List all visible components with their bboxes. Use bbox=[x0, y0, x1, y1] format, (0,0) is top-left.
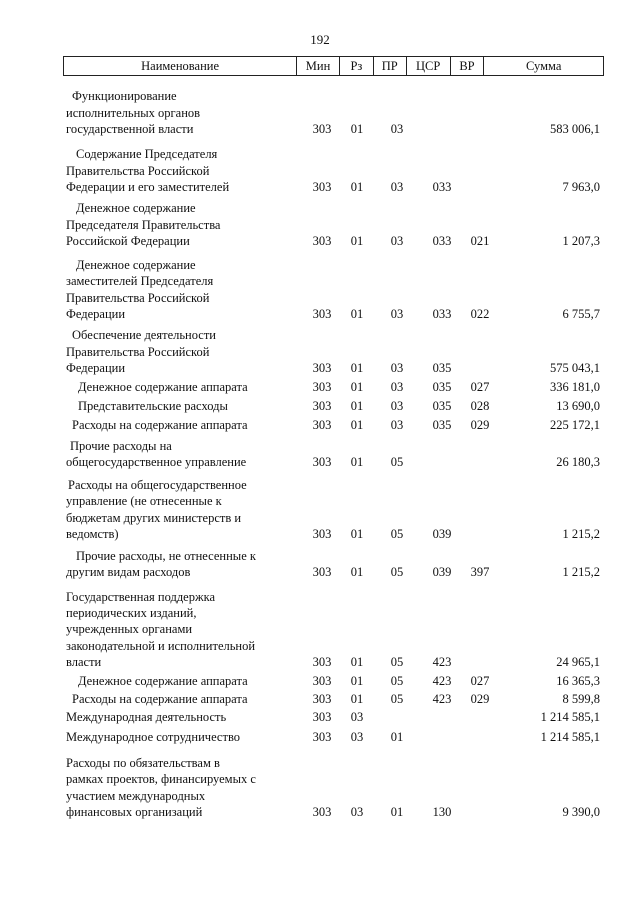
cell-csr: 033 bbox=[432, 306, 452, 321]
cell-min: 303 bbox=[312, 306, 332, 321]
cell-sum: 575 043,1 bbox=[550, 360, 600, 375]
cell-min: 303 bbox=[312, 526, 332, 541]
row-name-line: учрежденных органами bbox=[66, 622, 193, 637]
column-header-rz: Рз bbox=[340, 57, 374, 75]
cell-sum: 24 965,1 bbox=[556, 655, 600, 669]
row-name-line: бюджетам других министерств и bbox=[66, 510, 242, 525]
table-row bbox=[0, 417, 640, 433]
row-name-line: периодических изданий, bbox=[66, 606, 197, 621]
row-name-line: Расходы на содержание аппарата bbox=[72, 691, 248, 706]
cell-min: 303 bbox=[312, 360, 332, 375]
cell-sum: 1 214 585,1 bbox=[540, 709, 600, 724]
row-name-line: государственной власти bbox=[66, 121, 194, 136]
cell-sum: 9 390,0 bbox=[562, 804, 600, 819]
table-row bbox=[0, 398, 640, 414]
cell-min: 303 bbox=[312, 233, 332, 248]
cell-rz: 01 bbox=[350, 179, 364, 194]
row-name bbox=[66, 477, 292, 542]
cell-pr: 05 bbox=[390, 691, 404, 706]
cell-min: 303 bbox=[312, 655, 332, 669]
row-name-line: общегосударственное управление bbox=[66, 454, 247, 469]
cell-pr: 05 bbox=[390, 655, 404, 669]
cell-sum: 26 180,3 bbox=[556, 454, 600, 469]
row-name-line: участием международных bbox=[66, 788, 206, 803]
cell-csr: 035 bbox=[432, 417, 452, 432]
table-row bbox=[0, 146, 640, 195]
row-name bbox=[66, 88, 292, 137]
table-header bbox=[63, 56, 604, 76]
cell-sum: 8 599,8 bbox=[562, 691, 600, 706]
table-row bbox=[0, 548, 640, 580]
cell-pr: 03 bbox=[390, 417, 404, 432]
cell-sum: 225 172,1 bbox=[550, 417, 600, 432]
cell-sum: 16 365,3 bbox=[556, 673, 600, 688]
cell-rz: 01 bbox=[350, 417, 364, 432]
row-name-line: заместителей Председателя bbox=[66, 274, 214, 289]
cell-csr: 423 bbox=[432, 691, 452, 706]
cell-pr: 01 bbox=[390, 804, 404, 819]
cell-rz: 01 bbox=[350, 655, 364, 669]
row-name-line: Прочие расходы, не отнесенные к bbox=[76, 548, 256, 563]
cell-rz: 01 bbox=[350, 233, 364, 248]
row-name bbox=[66, 257, 292, 322]
cell-pr: 05 bbox=[390, 454, 404, 469]
row-name bbox=[66, 438, 292, 470]
cell-csr: 035 bbox=[432, 379, 452, 394]
row-name-line: рамках проектов, финансируемых с bbox=[66, 772, 256, 787]
table-row bbox=[0, 438, 640, 470]
row-name-line: Российской Федерации bbox=[66, 233, 190, 248]
column-header-pr: ПР bbox=[374, 57, 407, 75]
row-name-line: Правительства Российской bbox=[66, 290, 210, 305]
cell-csr: 039 bbox=[432, 526, 452, 541]
row-name-line: законодательной и исполнительной bbox=[66, 638, 256, 653]
row-name-line: Содержание Председателя bbox=[76, 147, 218, 162]
table-row bbox=[0, 755, 640, 820]
cell-pr: 03 bbox=[390, 121, 404, 136]
row-name-line: Представительские расходы bbox=[78, 398, 228, 413]
column-header-csr: ЦСР bbox=[407, 57, 451, 75]
cell-csr: 130 bbox=[432, 804, 452, 819]
cell-vr: 029 bbox=[470, 417, 490, 432]
cell-min: 303 bbox=[312, 179, 332, 194]
cell-min: 303 bbox=[312, 454, 332, 469]
table-row bbox=[0, 327, 640, 376]
cell-sum: 583 006,1 bbox=[550, 121, 600, 136]
cell-sum: 336 181,0 bbox=[550, 379, 600, 394]
table-row bbox=[0, 709, 640, 725]
cell-pr: 03 bbox=[390, 398, 404, 413]
cell-min: 303 bbox=[312, 417, 332, 432]
column-header-sum: Сумма bbox=[526, 59, 562, 73]
cell-min: 303 bbox=[312, 729, 332, 744]
table-row bbox=[0, 88, 640, 137]
cell-csr: 039 bbox=[432, 564, 452, 579]
row-name bbox=[66, 755, 292, 820]
cell-min: 303 bbox=[312, 564, 332, 579]
cell-pr: 03 bbox=[390, 233, 404, 248]
row-name bbox=[66, 200, 292, 249]
row-name-line: Денежное содержание аппарата bbox=[78, 673, 248, 688]
row-name bbox=[66, 729, 292, 745]
row-name-line: Прочие расходы на bbox=[70, 438, 172, 453]
row-name-line: Международное сотрудничество bbox=[66, 729, 241, 744]
cell-vr: 027 bbox=[470, 673, 490, 688]
cell-pr: 05 bbox=[390, 564, 404, 579]
cell-pr: 03 bbox=[390, 179, 404, 194]
cell-csr: 423 bbox=[432, 655, 452, 669]
table-row bbox=[0, 379, 640, 395]
cell-rz: 01 bbox=[350, 398, 364, 413]
cell-sum: 1 214 585,1 bbox=[540, 729, 600, 744]
row-name-line: Государственная поддержка bbox=[66, 590, 216, 604]
row-name-line: управление (не отнесенные к bbox=[66, 494, 222, 509]
cell-rz: 01 bbox=[350, 121, 364, 136]
cell-pr: 05 bbox=[390, 526, 404, 541]
cell-rz: 03 bbox=[350, 729, 364, 744]
row-name bbox=[66, 589, 292, 670]
cell-pr: 03 bbox=[390, 306, 404, 321]
row-name-line: Правительства Российской bbox=[66, 163, 210, 178]
cell-sum: 13 690,0 bbox=[556, 398, 600, 413]
cell-vr: 028 bbox=[470, 398, 490, 413]
table-row bbox=[0, 729, 640, 745]
cell-rz: 01 bbox=[350, 379, 364, 394]
row-name-line: Расходы на общегосударственное bbox=[68, 478, 247, 493]
cell-csr: 033 bbox=[432, 233, 452, 248]
table-row bbox=[0, 673, 640, 689]
row-name-line: Федерации bbox=[66, 306, 126, 321]
cell-min: 303 bbox=[312, 379, 332, 394]
row-name-line: другим видам расходов bbox=[66, 564, 191, 579]
row-name-line: Функционирование bbox=[72, 89, 177, 104]
cell-pr: 01 bbox=[390, 729, 404, 744]
row-name-line: Денежное содержание аппарата bbox=[78, 379, 248, 394]
row-name-line: Председателя Правительства bbox=[66, 217, 221, 232]
row-name-line: Федерации и его заместителей bbox=[66, 179, 230, 194]
row-name bbox=[66, 548, 292, 580]
cell-min: 303 bbox=[312, 691, 332, 706]
cell-vr: 027 bbox=[470, 379, 490, 394]
row-name-line: Международная деятельность bbox=[66, 709, 227, 724]
cell-csr: 423 bbox=[432, 673, 452, 688]
cell-min: 303 bbox=[312, 804, 332, 819]
row-name-line: Расходы по обязательствам в bbox=[66, 756, 220, 771]
column-header-min: Мин bbox=[297, 57, 340, 75]
cell-vr: 029 bbox=[470, 691, 490, 706]
cell-pr: 03 bbox=[390, 360, 404, 375]
row-name bbox=[66, 398, 292, 414]
cell-min: 303 bbox=[312, 673, 332, 688]
row-name-line: Денежное содержание bbox=[76, 258, 196, 273]
row-name bbox=[66, 327, 292, 376]
cell-sum: 1 215,2 bbox=[562, 526, 600, 541]
table-row bbox=[0, 200, 640, 249]
row-name bbox=[66, 146, 292, 195]
cell-rz: 03 bbox=[350, 709, 364, 724]
cell-sum: 6 755,7 bbox=[562, 306, 600, 321]
cell-rz: 03 bbox=[350, 804, 364, 819]
cell-rz: 01 bbox=[350, 454, 364, 469]
cell-vr: 397 bbox=[470, 564, 490, 579]
cell-csr: 035 bbox=[432, 398, 452, 413]
cell-min: 303 bbox=[312, 121, 332, 136]
cell-csr: 033 bbox=[432, 179, 452, 194]
cell-min: 303 bbox=[312, 709, 332, 724]
row-name-line: Денежное содержание bbox=[76, 201, 196, 216]
cell-csr: 035 bbox=[432, 360, 452, 375]
table-row bbox=[0, 589, 640, 670]
row-name bbox=[66, 417, 292, 433]
cell-rz: 01 bbox=[350, 673, 364, 688]
column-header-vr: ВР bbox=[451, 57, 485, 75]
cell-sum: 7 963,0 bbox=[562, 179, 600, 194]
cell-rz: 01 bbox=[350, 306, 364, 321]
row-name bbox=[66, 691, 292, 707]
row-name-line: власти bbox=[66, 654, 102, 669]
cell-rz: 01 bbox=[350, 360, 364, 375]
cell-rz: 01 bbox=[350, 691, 364, 706]
cell-pr: 03 bbox=[390, 379, 404, 394]
cell-min: 303 bbox=[312, 398, 332, 413]
cell-rz: 01 bbox=[350, 526, 364, 541]
row-name-line: финансовых организаций bbox=[66, 804, 203, 819]
cell-rz: 01 bbox=[350, 564, 364, 579]
table-row bbox=[0, 691, 640, 707]
table-row bbox=[0, 257, 640, 322]
row-name-line: исполнительных органов bbox=[66, 105, 201, 120]
row-name bbox=[66, 673, 292, 689]
cell-sum: 1 215,2 bbox=[562, 564, 600, 579]
row-name-line: Правительства Российской bbox=[66, 344, 210, 359]
cell-vr: 021 bbox=[470, 233, 490, 248]
table-row bbox=[0, 477, 640, 542]
cell-pr: 05 bbox=[390, 673, 404, 688]
row-name bbox=[66, 709, 292, 725]
row-name-line: Обеспечение деятельности bbox=[72, 328, 217, 343]
row-name-line: Расходы на содержание аппарата bbox=[72, 417, 248, 432]
row-name-line: Федерации bbox=[66, 360, 126, 375]
cell-vr: 022 bbox=[470, 306, 490, 321]
column-header-name: Наименование bbox=[64, 57, 297, 75]
page-number: 192 bbox=[310, 32, 330, 47]
row-name bbox=[66, 379, 292, 395]
row-name-line: ведомств) bbox=[66, 526, 119, 541]
cell-sum: 1 207,3 bbox=[562, 233, 600, 248]
